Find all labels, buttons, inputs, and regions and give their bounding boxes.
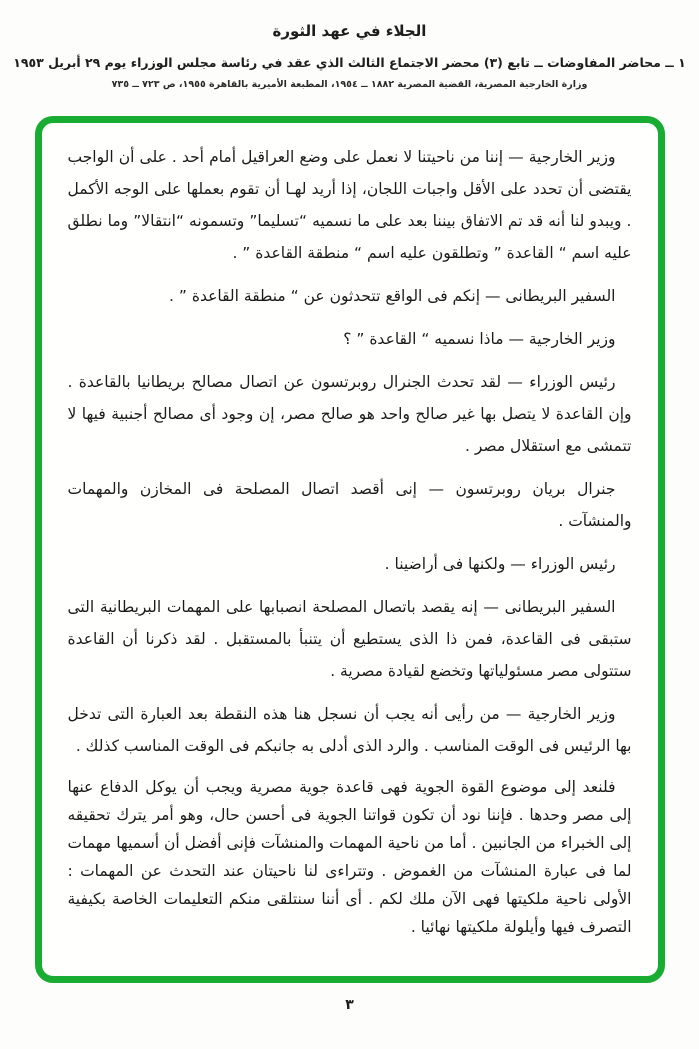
speech-text: فلنعد إلى موضوع القوة الجوية فهى قاعدة جوية مصرية ويجب أن يوكل الدفاع عنها إلى مصر وحدها . فإننا نود أن تكون قواتنا الجوية فى أحسن حال، وهو أمر يترك تحقيقه إلى الخبراء من الجانبين . أما من ناحية المهمات والمنشآت فإنى أفضل أن أسميها مهمات لما فى عبارة المنشآت من الغموض . وتتراءى لنا ناحيتان عند التحدث عن المهمات : الأولى ناحية ملكيتها فهى الآن ملك لكم . أى أننا سنتلقى منكم التعليمات الخاصة بكيفية التصرف فيها وأيلولة ملكيتها نهائيا . <box>67 778 632 936</box>
speaker-label: السفير البريطانى — <box>484 287 616 305</box>
speaker-label: رئيس الوزراء — <box>507 373 616 391</box>
speech-text: من رأيى أنه يجب أن نسجل هنا هذه النقطة بعد العبارة التى تدخل بها الرئيس فى الوقت المناسب . والرد الذى أدلى به جانبكم فى الوقت المناسب كذلك . <box>67 705 632 755</box>
speech-text: لقد تحدث الجنرال روبرتسون عن اتصال مصالح بريطانيا بالقاعدة . وإن القاعدة لا يتصل بها غير صالح واحد هو صالح مصر، إن وجود أى مصالح أجنبية فيها لا تتمشى مع استقلال مصر . <box>67 373 632 455</box>
speech-text: إنكم فى الواقع تتحدثون عن “ منطقة القاعدة ” . <box>169 287 481 305</box>
speech-text: إنى أقصد اتصال المصلحة فى المخازن والمهمات والمنشآت . <box>67 480 632 530</box>
dialogue-paragraph <box>68 698 632 762</box>
dialogue-paragraph <box>68 280 632 312</box>
dialogue-paragraph <box>68 473 632 537</box>
speech-text: ولكنها فى أراضينا . <box>384 555 506 573</box>
document-source-citation: وزارة الخارجية المصرية، القضية المصرية ١٨٨٢ ــ ١٩٥٤، المطبعة الأميرية بالقاهرة ١٩٥٥، ص ٧٢٣ ــ ٧٣٥ <box>111 79 588 90</box>
dialogue-paragraph <box>68 591 632 687</box>
speaker-label: وزير الخارجية — <box>505 705 616 723</box>
document-title: الجلاء في عهد الثورة <box>272 22 427 40</box>
speaker-label: السفير البريطانى — <box>483 598 616 616</box>
speech-text: ماذا نسميه “ القاعدة ” ؟ <box>343 330 504 348</box>
dialogue-paragraph <box>68 548 632 580</box>
dialogue-paragraph <box>68 141 632 269</box>
speech-text: إننا من ناحيتنا لا نعمل على وضع العراقيل أمام أحد . على أن الواجب يقتضى أن تحدد على الأقل واجبات اللجان، إذا أريد لهـا أن تقوم بعملها على الوجه الأكمل . ويبدو لنا أنه قد تم الاتفاق بيننا بعد على ما نسميه “تسليما” وتسمونه “انتقالا” وما نطلق عليه اسم “ القاعدة ” وتطلقون عليه اسم “ منطقة القاعدة ” . <box>67 148 632 262</box>
speaker-label: وزير الخارجية — <box>508 330 616 348</box>
dialogue-paragraph <box>68 366 632 462</box>
speech-text: إنه يقصد باتصال المصلحة انصبابها على المهمات البريطانية التى ستبقى فى القاعدة، فمن ذا الذى يستطيع أن يتنبأ بالمستقبل . لقد ذكرنا أن القاعدة ستتولى مصر مسئولياتها وتخضع لقيادة مصرية . <box>67 598 632 680</box>
dialogue-paragraph <box>68 323 632 355</box>
speaker-label: رئيس الوزراء — <box>510 555 616 573</box>
speaker-label: جنرال بريان روبرتسون — <box>428 480 616 498</box>
page-header <box>0 0 699 90</box>
highlight-box <box>35 116 665 983</box>
speaker-label: وزير الخارجية — <box>508 148 616 166</box>
dialogue-paragraph <box>68 773 632 941</box>
document-subtitle: ١ ــ محاضر المفاوضات ــ تابع (٣) محضر الاجتماع الثالث الذي عقد في رئاسة مجلس الوزراء يوم ٢٩ أبريل ١٩٥٣ <box>13 55 686 70</box>
page-number: ٣ <box>345 997 354 1013</box>
